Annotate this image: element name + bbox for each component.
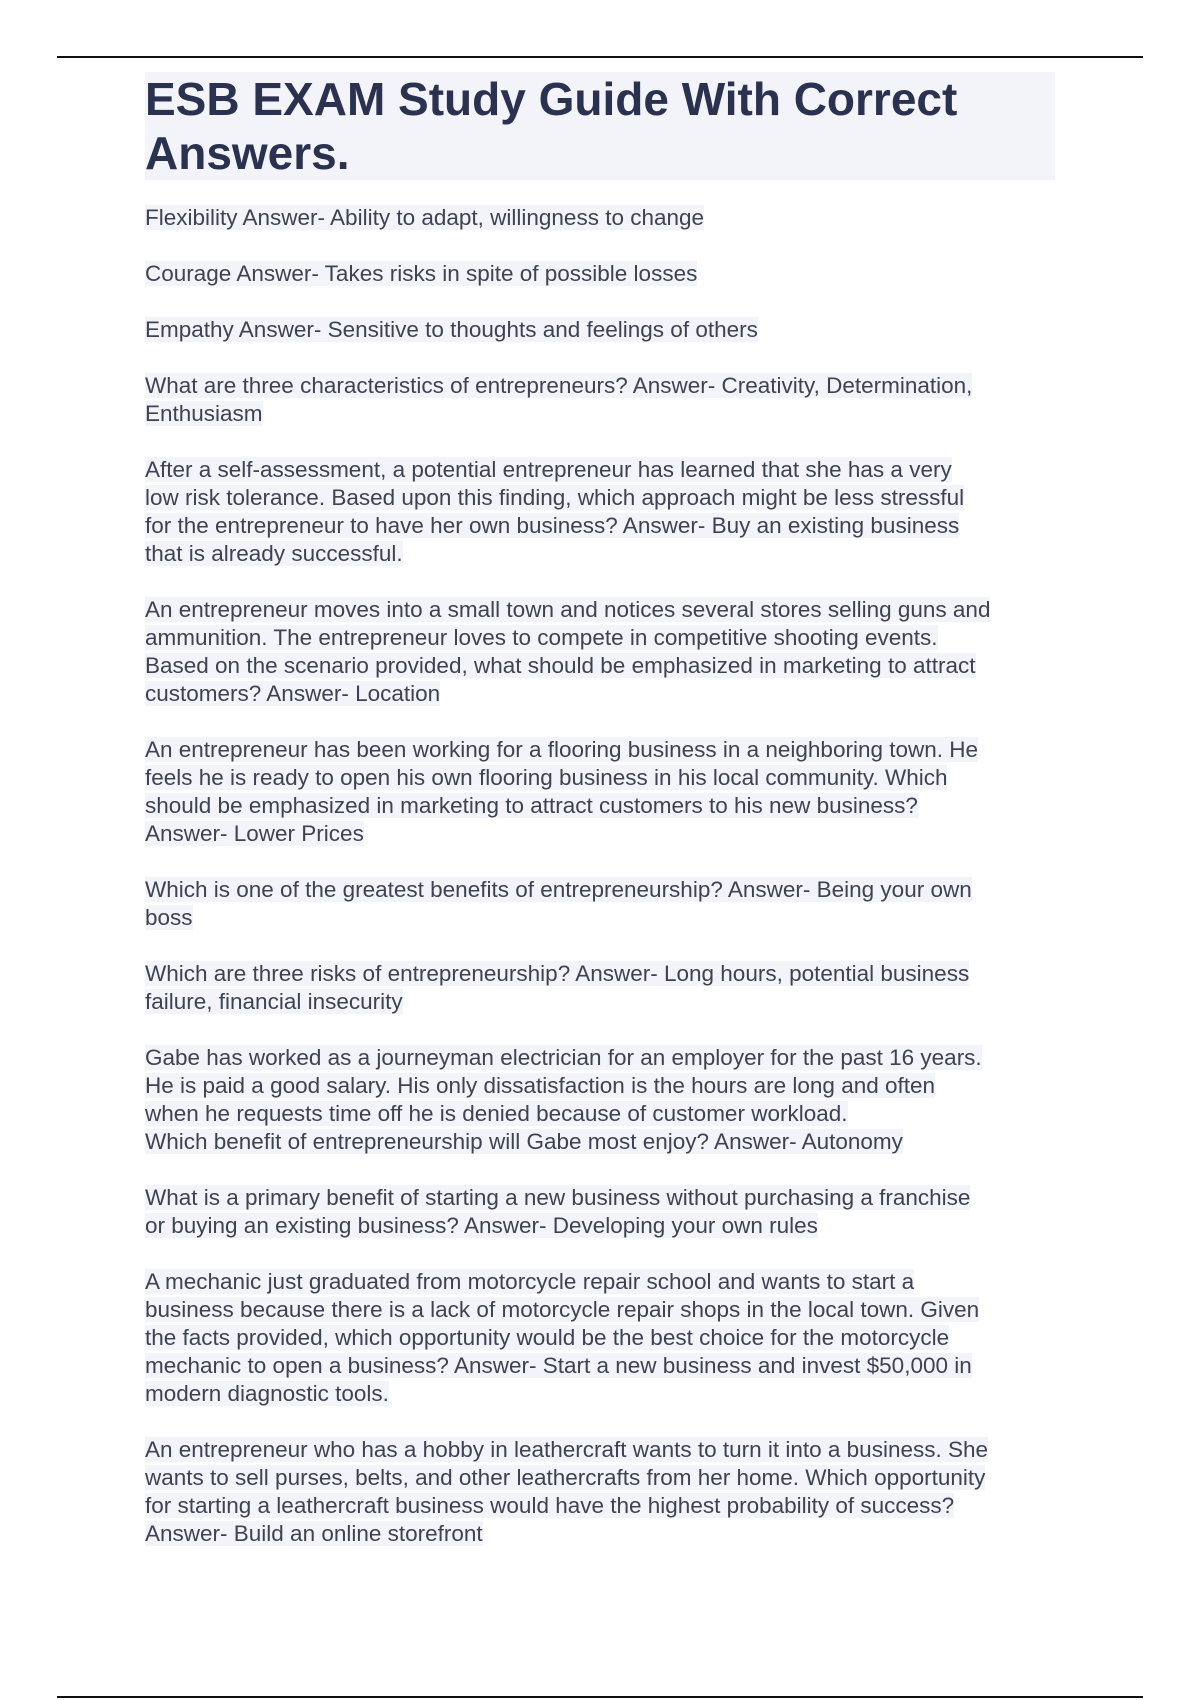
qa-item [145,372,1055,428]
qa-item [145,1436,1055,1548]
qa-text: An entrepreneur who has a hobby in leathercraft wants to turn it into a business. She wants to sell purses, belts, and other leathercrafts from her home. Which opportunity for starting a leathercraft business would have the highest probability of success? Answer- Build an online storefront [145,1437,989,1546]
qa-text: After a self-assessment, a potential entrepreneur has learned that she has a very low risk tolerance. Based upon this finding, which approach might be less stressful for the entrepreneur to have her own business? Answer- Buy an existing business that is already successful. [145,457,965,566]
qa-item [145,1044,1055,1156]
qa-item [145,736,1055,848]
qa-item [145,260,1055,288]
qa-item [145,316,1055,344]
qa-text: A mechanic just graduated from motorcycle repair school and wants to start a business because there is a lack of motorcycle repair shops in the local town. Given the facts provided, which opportunity would be the best choice for the motorcycle mechanic to open a business? Answer- Start a new business and invest $50,000 in modern diagnostic tools. [145,1269,980,1406]
qa-item [145,1184,1055,1240]
document-body [145,72,1055,1576]
qa-item [145,204,1055,232]
qa-text: Which are three risks of entrepreneurship? Answer- Long hours, potential business failure, financial insecurity [145,961,970,1014]
qa-item [145,960,1055,1016]
qa-text: Empathy Answer- Sensitive to thoughts and feelings of others [145,317,758,342]
qa-text: What is a primary benefit of starting a new business without purchasing a franchise or buying an existing business? Answer- Developing your own rules [145,1185,971,1238]
qa-text: Flexibility Answer- Ability to adapt, willingness to change [145,205,705,230]
qa-item [145,876,1055,932]
bottom-rule [57,1696,1143,1698]
qa-item [145,456,1055,568]
qa-text: What are three characteristics of entrepreneurs? Answer- Creativity, Determination, Enthusiasm [145,373,973,426]
qa-item [145,596,1055,708]
top-rule [57,56,1143,58]
qa-item [145,1268,1055,1408]
qa-text: Courage Answer- Takes risks in spite of possible losses [145,261,698,286]
qa-text: An entrepreneur moves into a small town and notices several stores selling guns and ammunition. The entrepreneur loves to compete in competitive shooting events. Based on the scenario provided, what should be emphasized in marketing to attract customers? Answer- Location [145,597,991,706]
qa-text: Which is one of the greatest benefits of entrepreneurship? Answer- Being your own boss [145,877,972,930]
qa-text: An entrepreneur has been working for a flooring business in a neighboring town. He feels he is ready to open his own flooring business in his local community. Which should be emphasized in marketing to attract customers to his new business? Answer- Lower Prices [145,737,979,846]
document-title: ESB EXAM Study Guide With Correct Answers. [145,72,1055,180]
qa-text: Gabe has worked as a journeyman electrician for an employer for the past 16 years. He is paid a good salary. His only dissatisfaction is the hours are long and often when he requests time off he is denied because of customer workload. Which benefit of entrepreneurship will Gabe most enjoy? Answer- Autonomy [145,1045,982,1154]
